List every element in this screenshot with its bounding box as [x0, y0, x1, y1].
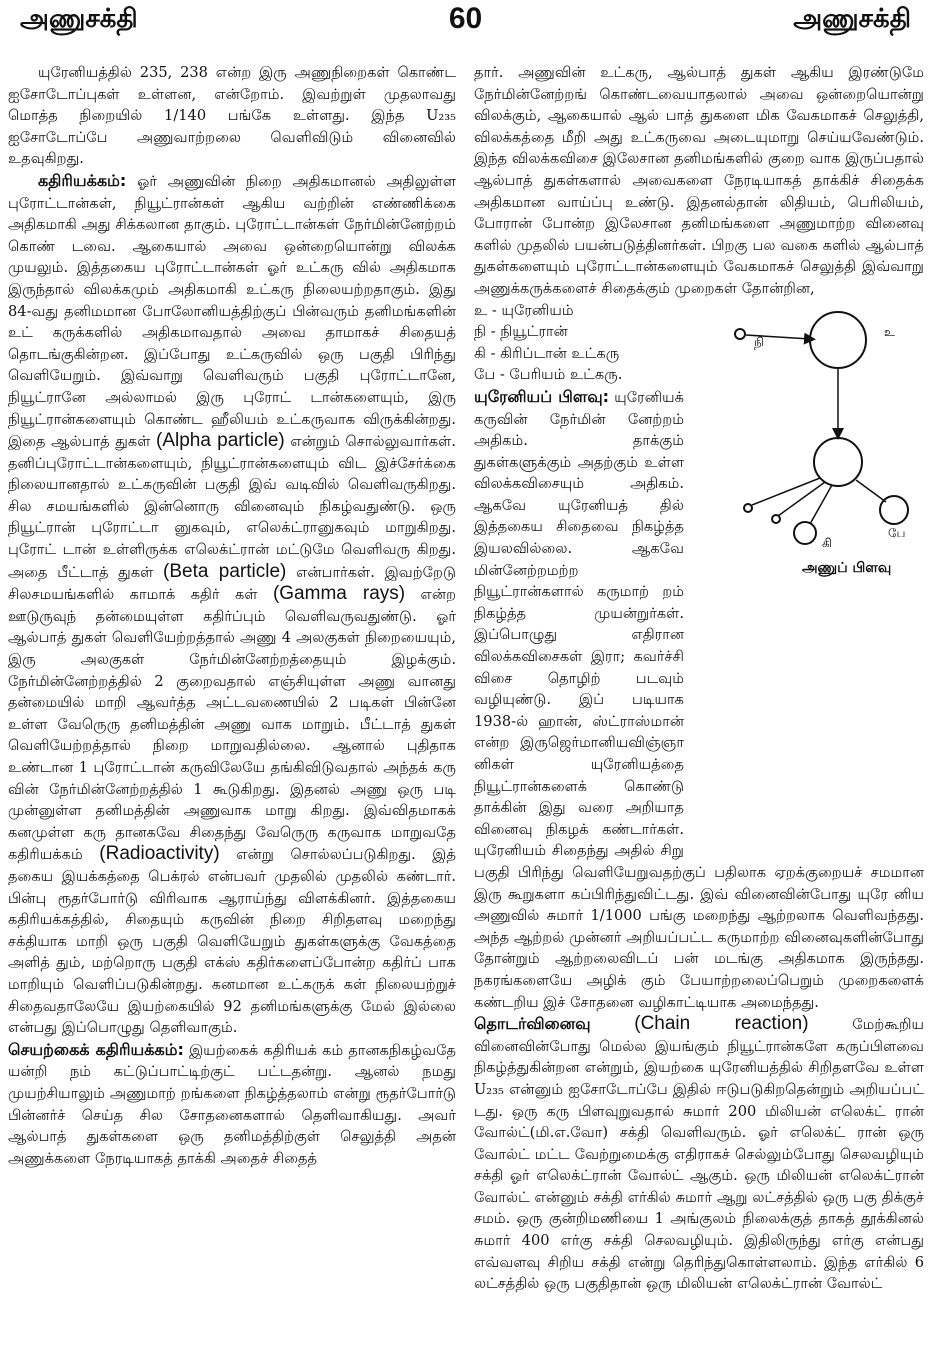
text-radioactivity-2: என்றும் சொல்லுவார்கள். தனிப்புரோட்டான்களையும், நியூட்ரான்களையும் விட இச்சேர்க்கை நிலையானதால் உட்கருவின் பகுதி இவ் வடிவில் வெளிவருகிறது. சில சமயங்களில் இன்னொரு வினைவும் நிகழ்வதுண்டு. ஒரு நியூட்ரான் புரோட்டா னுகவும், எலெக்ட்ரானுகவும் மாறுகிறது. புரோட் டான் உள்ளிருக்க எலெக்ட்ரான் மட்டுமே வெளிவரு கிறது. அதை பீட்டாத் துகள்	[8, 433, 456, 581]
text-radioactivity-1: ஓர் அணுவின் நிறை அதிகமானல் அதிலுள்ள புரோட்டான்கள், நியூட்ரான்கள் ஆகிய வற்றின் எண்ணிக்கை அதிகமாகி அது சிக்கலான தாகும். புரோட்டான்கள் நேர்மின்னேற்றம் கொண் டவை. ஆகையால் அவை ஒன்றையொன்று விலக்க முயலும். இத்தகைய புரோட்டான்கள் ஓர் உட்கரு வில் அதிகமாக இருந்தால் விலக்கமும் அதிகமாகி உட்கரு நிலையற்றதாகும். இது 84-வது தனிமமான போலோனியத்திற்குப் பின்வரும் தனிமங்களின் உட் கருக்களில் அதிகமாவதால் அவை தாமாகச் சிதையத் தொடங்குகின்றன. இப்போது உட்கருவில் ஒரு பகுதி பிரிந்து வெளியேறும். இவ்வாறு வெளிவரும் பகுதி புரோட்டானே, நியூட்ரானே அல்லாமல் இரு புரோட் டான்களையும், இரு நியூட்ரான்களையும் கொண்ட ஹீலியம் உட்கருவாக விருக்கின்றது. இதை ஆல்பாத் துகள்	[8, 172, 456, 451]
text-radioactivity-3: என்பார்கள். இவற்றேடு சிலசமயங்களில் காமாக் கதிர் கள்	[8, 563, 456, 604]
legend-item-barium: பே - பேரியம் உட்கரு.	[474, 366, 623, 384]
text-chain-reaction: மேற்கூறிய வினைவின்போது மெல்ல இயங்கும் நியூட்ரான்களே கருப்பிளவை நிகழ்த்துகின்றன என்றும், இயற்கை யுரேனியத்தில் சிறிதளவே உள்ள U₂₃₅ என்னும் ஐசோடோப்பே இதில் ஈடுபடுகிறதென்றும் அறியப்பட் டது. ஒரு கரு பிளவுறுவதால் சுமார் 200 மிலியன் எலெக்ட் ரான் வோல்ட்(மி.எ.வோ) சக்தி வெளிவரும். ஓர் எலெக்ட் ரான் ஒரு வோல்ட் மட்ட வேற்றுமைக்கு எதிராகச் செல்லும்போது செலவழியும் சக்தி ஓர் எலெக்ட்ரான் வோல்ட் ஆகும். ஒரு மிலியன் எலெக்ட்ரான் வோல்ட் என்னும் சக்தி எர்கில் சுமார் ஆறு லட்சத்தில் ஒரு பகு திக்குச் சமம். ஒரு குன்றிமணியை 1 அங்குலம் நிலைக்குத் தாகத் தூக்கினல் சுமார் 400 எர்கு சக்தி செலவழியும். இதிலிருந்து எர்கு என்பது எவ்வளவு சிறிய சக்தி என்று தெரிந்துகொள்ளலாம். இந்த எர்கில் 6 லட்சத்தில் ஒரு பகுதிதான் ஒரு மிலியன் எலெக்ட்ரான் வோல்ட்	[474, 1016, 924, 1293]
page-header	[0, 0, 931, 48]
term-radioactivity: (Radioactivity)	[99, 843, 220, 865]
label-barium: பே	[888, 525, 906, 540]
heading-radioactivity: கதிரியக்கம்:	[38, 170, 127, 190]
fission-diagram	[692, 302, 924, 552]
term-alpha-particle: (Alpha particle)	[156, 430, 285, 452]
term-gamma-rays: (Gamma rays)	[272, 583, 406, 605]
legend-item-uranium: உ - யுரேனியம்	[474, 301, 574, 319]
krypton-fragment	[794, 522, 816, 544]
text-radioactivity-4: என்ற ஊடுருவுந் தன்மையுள்ள கதிர்ப்பும் வெளிவருவதுண்டு. ஓர் ஆல்பாத் துகள் வெளியேற்றத்தால் அணு 4 அலகுகள் நிறையையும், இரு அலகுகள் நேர்மின்னேற்றத்தையும் இழக்கும். நேர்மின்னேற்றத்தில் 2 குறைவதால் எஞ்சியுள்ள அணு வானது தன்மையில் மாறி ஆவர்த்த அட்டவணையில் 2 படிகள் பின்னே உள்ள வேருெரு தனிமத்தின் அணு வாக மாறும். பீட்டாத் துகள் வெளியேற்றத்தால் நிறை மாறுவதில்லை. ஆனால் புதிதாக உண்டான 1 புரோட்டான் கருவிலேயே தங்கிவிடுவதால் அந்தக் கரு வின் நேர்மின்னேற்றத்தில் 1 கூடுகிறது. இதனல் அணு ஒரு படி முன்னுள்ள தனிமத்தின் அணுவாக மாறு கிறது. இவ்விதமாகக் கனமுள்ள கரு தானகவே சிதைந்து வேருெரு கருவாக மாறுவதே கதிரியக்கம்	[8, 586, 456, 864]
paragraph-continuation: தார். அணுவின் உட்கரு, ஆல்பாத் துகள் ஆகிய இரண்டுமே நேர்மின்னேற்றங் கொண்டவையாதலால் அவை ஒன்றையொன்று விலக்கும், ஆகையால் ஆல் பாத் துகளை மிக வேகமாகச் செலுத்தி, விலக்கத்தை மீறி அது உட்கருவை அடையுமாறு செய்யவேண்டும். இந்த விலக்கவிசை இலேசான தனிமங்களில் குறை வாக இருப்பதால் ஆல்பாத் துகள்களால் அவைகளை நேரடியாகத் தாக்கிச் சிதைக்க அதிகமான வாய்ப்பு உண்டு. இதனல்தான் லிதியம், பெரிலியம், போரான் போன்ற இலேசான தனிமங்களை அணுமாற்ற வினைவு களில் முதலில் பயன்படுத்தினர்கள். பிறகு பல வகை களில் ஆல்பாத் துகள்களையும் புரோட்டான்களையும் வேகமாகச் செலுத்தி இவ்வாறு அணுக்கருக்களைச் சிதைக்கும் முறைகள் தோன்றின,	[474, 64, 924, 297]
text-fission: யுரேனியக் கருவின் நேர்மின் னேற்றம் அதிகம். தாக்கும் துகள்களுக்கும் அதற்கும் உள்ள விலக்கவிசையும் அதிகம். ஆகவே யுரேனியத் தில் இத்தகைய சிதைவை நிகழ்த்த இயலவில்லை. ஆகவே மின்னேற்றமற்ற நியூட்ரான்களால் கருமாற் றம் நிகழ்த்த முயன்றுர்கள். இப்பொழுது எதிரான விலக்கவிசைகள் இரா; கவர்ச்சி விசை தொழிற் படவும் வழியுண்டு. இப் படியாக 1938-ல் ஹான், ஸ்ட்ராஸ்மான் என்ற இருஜெர்மானியவிஞ்ஞா னிகள் யுரேனியத்தை நியூட்ரான்களைக் கொண்டு தாக்கின் இது வரை அறியாத வினைவு நிகழக் கண்டார்கள். யுரேனியம் சிதைந்து அதில் சிறு பகுதி பிரிந்து வெளியேறுவதற்குப் பதிலாக ஏறக்குறையச் சமமான இரு கூறுகளா கப்பிரிந்துவிட்டது. இவ் வினைவின்போது யுரே னிய அணுவில் சுமார் 1/1000 பங்கு மறைந்து ஆற்றலாக வெளிவந்தது. அந்த ஆற்றல் முன்னர் அறியப்பட்ட கருமாற்ற வினைவுகளின்போது தோன்றும் ஆற்றலைவிடப் பன் மடங்கு அதிகமாக இருந்தது. நகரங்களையே அழிக் கும் பேயாற்றலைப்பெறும் முறைகளைக் கண்டறிய இச் சோதனை வழிகாட்டியாக அமைந்தது.	[474, 388, 924, 1011]
heading-artificial-radioactivity: செயற்கைக் கதிரியக்கம்:	[8, 1039, 184, 1059]
page-number: 60	[448, 2, 483, 35]
left-column	[8, 62, 456, 1348]
text-artificial: இயற்கைக் கதிரியக் கம் தானகநிகழ்வதே யன்றி நம் கட்டுப்பாட்டிற்குட் பட்டதன்று. ஆனல் நமது முயற்சியாலும் அணுமாற் றங்களை நிகழ்த்தலாம் என்று ரூதர்போர்டு பின்னர்ச் செய்த சில சோதனைகளால் தெளிவாகியது. அவர் ஆல்பாத் துகள்களை ஒரு தனிமத்திற்குள் செலுத்தி அதன் அணுக்களை நேரடியாகத் தாக்கி அதைச் சிதைத்	[8, 1041, 456, 1167]
figure-caption: அணுப் பிளவு	[802, 559, 892, 576]
released-neutron	[772, 515, 780, 523]
label-neutron: நி	[754, 334, 764, 349]
label-uranium: உ	[884, 324, 895, 339]
legend-item-neutron: நி - நியூட்ரான்	[474, 323, 568, 341]
paragraph-radioactivity	[8, 170, 456, 1039]
paragraph-chain-reaction	[474, 1013, 924, 1295]
incoming-neutron	[735, 329, 745, 339]
running-title-left: அணுசக்தி	[20, 4, 138, 34]
legend-item-krypton: கி - கிரிப்டான் உட்கரு	[474, 344, 620, 362]
heading-uranium-fission: யுரேனியப் பிளவு:	[474, 386, 610, 406]
label-krypton: கி	[822, 535, 832, 550]
released-neutron	[744, 504, 752, 512]
running-title-right: அணுசக்தி	[793, 4, 911, 34]
paragraph-isotopes: யுரேனியத்தில் 235, 238 என்ற இரு அணுநிறைகள் கொண்ட ஐசோடோப்புகள் உள்ளன, என்றோம். இவற்றுள் முதலாவது மொத்த நிறையில் 1/140 பங்கே உள்ளது. இந்த U₂₃₅ ஐசோடோப்பே அணுவாற்றலை வெளிவிடும் வினைவில் உதவுகிறது.	[8, 64, 456, 168]
term-beta-particle: (Beta particle)	[163, 560, 287, 582]
barium-fragment	[880, 496, 908, 524]
fission-figure	[692, 302, 924, 842]
heading-chain-reaction: தொடர்வினைவு	[474, 1014, 591, 1034]
excited-nucleus	[814, 438, 862, 486]
right-column	[474, 62, 924, 1348]
uranium-nucleus	[810, 312, 866, 368]
paragraph-artificial	[8, 1039, 456, 1170]
text-radioactivity-5: என்று சொல்லப்படுகிறது. இத் தகைய இயக்கத்தை பெக்ரல் என்பவர் முதலில் முதலில் கண்டார். பின்பு ரூதர்போர்டு விரிவாக ஆராய்ந்து விளக்கினர். இத்தகைய கதிரியக்கத்தில், சிதையும் கருவின் நிறை சிறிதளவு மறைந்து சக்தியாக மாறி ஒரு பகுதி வெளியேறும் துகள்களுக்கு வேகத்தை அளித் தும், மற்றொரு பகுதி எக்ஸ் கதிர்களைப்போன்ற கதிர்ப் பாக மாறியும் வெளிப்படுகின்றது. கனமான உட்கருக் கள் நிலையற்றுச் சிதைவதாலேயே இயற்கையில் 92 தனிமங்களுக்கு மேல் இல்லை என்பது இப்பொழுது தெளிவாகும்.	[8, 846, 456, 1037]
term-chain-reaction: (Chain reaction)	[634, 1013, 809, 1035]
